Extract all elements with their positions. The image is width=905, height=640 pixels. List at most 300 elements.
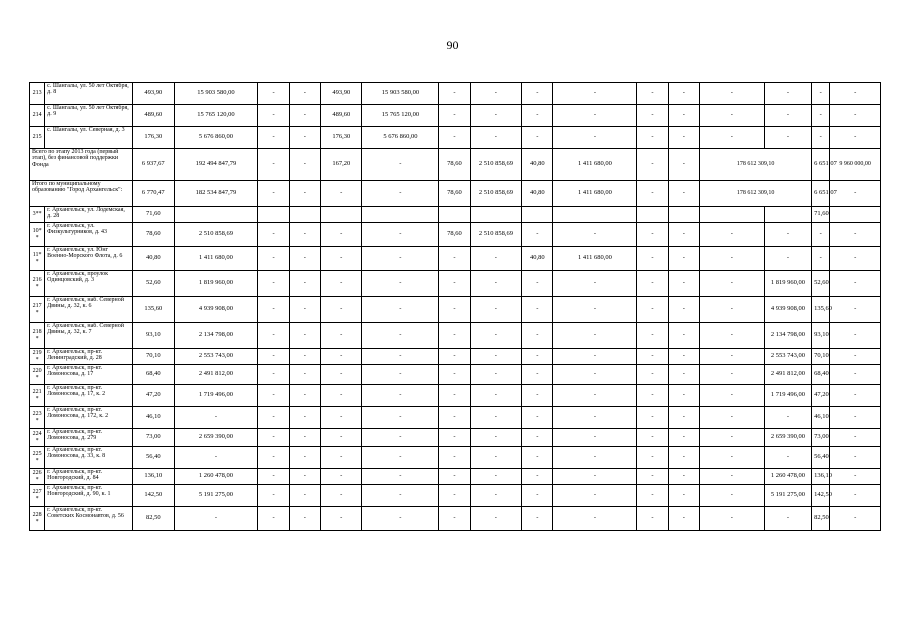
table-cell: - xyxy=(289,223,320,247)
table-cell: - xyxy=(321,365,362,385)
table-cell: - xyxy=(362,447,439,469)
table-cell: - xyxy=(174,447,258,469)
table-cell: - xyxy=(362,247,439,271)
table-cell: 223 * xyxy=(30,407,45,429)
table-cell: - xyxy=(470,323,522,349)
table-cell: 1 819 960,00 xyxy=(174,271,258,297)
table-cell: 176,30 xyxy=(321,127,362,149)
table-cell: 5 191 275,00 xyxy=(764,485,812,507)
table-cell: 225 * xyxy=(30,447,45,469)
table-cell: - xyxy=(830,349,881,365)
table-cell: - xyxy=(764,127,812,149)
table-cell: - xyxy=(668,127,699,149)
table-cell: 2 553 743,00 xyxy=(174,349,258,365)
table-cell: - xyxy=(668,83,699,105)
table-cell: - xyxy=(439,271,470,297)
table-cell: 142,50 xyxy=(812,485,830,507)
table-cell: 2 510 858,69 xyxy=(470,181,522,207)
table-cell: - xyxy=(637,485,668,507)
table-cell: - xyxy=(362,223,439,247)
table-cell: 15 765 120,00 xyxy=(362,105,439,127)
table-cell: - xyxy=(830,323,881,349)
table-cell: - xyxy=(470,429,522,447)
table-cell: 493,90 xyxy=(321,83,362,105)
table-cell: 135,60 xyxy=(133,297,174,323)
table-cell: - xyxy=(668,105,699,127)
table-cell: - xyxy=(668,385,699,407)
table-row xyxy=(30,247,881,271)
table-cell: 5 676 860,00 xyxy=(174,127,258,149)
table-cell: 56,40 xyxy=(812,447,830,469)
table-cell: - xyxy=(470,407,522,429)
table-cell: 15 903 580,00 xyxy=(362,83,439,105)
table-cell: - xyxy=(637,447,668,469)
table-cell: - xyxy=(470,385,522,407)
table-cell: 1 719 496,00 xyxy=(764,385,812,407)
table-cell: - xyxy=(289,349,320,365)
table-cell: - xyxy=(637,469,668,485)
table-row xyxy=(30,385,881,407)
table-cell: - xyxy=(522,365,553,385)
table-cell: 11* * xyxy=(30,247,45,271)
table-cell: - xyxy=(470,485,522,507)
table-cell: 56,40 xyxy=(133,447,174,469)
table-row xyxy=(30,271,881,297)
table-cell: с. Шангалы, ул. 50 лет Октября, д. 9 xyxy=(45,105,133,127)
table-cell: 1 719 496,00 xyxy=(174,385,258,407)
table-cell: - xyxy=(637,407,668,429)
table-cell: - xyxy=(258,297,289,323)
table-cell: - xyxy=(812,83,830,105)
table-cell: - xyxy=(362,429,439,447)
table-cell: 192 494 847,79 xyxy=(174,149,258,181)
table-cell: 2 491 812,00 xyxy=(174,365,258,385)
table-cell: 40,80 xyxy=(522,247,553,271)
table-cell: - xyxy=(362,271,439,297)
table-cell: 216 * xyxy=(30,271,45,297)
table-cell xyxy=(764,207,812,223)
table-cell: - xyxy=(174,507,258,531)
table-cell: - xyxy=(553,271,637,297)
table-cell: - xyxy=(553,323,637,349)
table-cell: 2 553 743,00 xyxy=(764,349,812,365)
table-row xyxy=(30,223,881,247)
table-cell: - xyxy=(637,127,668,149)
table-cell: - xyxy=(553,485,637,507)
table-cell xyxy=(700,207,765,223)
table-cell: - xyxy=(830,429,881,447)
table-cell: - xyxy=(439,507,470,531)
table-cell: - xyxy=(668,297,699,323)
table-cell: - xyxy=(700,469,765,485)
table-cell: 78,60 xyxy=(439,181,470,207)
table-cell: - xyxy=(258,181,289,207)
table-cell: - xyxy=(289,181,320,207)
table-cell: - xyxy=(700,271,765,297)
table-cell: 71,60 xyxy=(133,207,174,223)
table-cell: - xyxy=(668,223,699,247)
table-cell: - xyxy=(637,429,668,447)
table-cell xyxy=(321,207,362,223)
table-cell: 46,10 xyxy=(133,407,174,429)
table-cell: 136,10 xyxy=(133,469,174,485)
table-cell: - xyxy=(700,429,765,447)
table-cell: - xyxy=(764,105,812,127)
table-cell: 6 651,07 xyxy=(812,181,830,207)
table-cell: 6 937,67 xyxy=(133,149,174,181)
table-cell: 3** xyxy=(30,207,45,223)
table-cell: 9 960 000,00 xyxy=(830,149,881,181)
table-cell: - xyxy=(258,247,289,271)
table-cell: - xyxy=(289,469,320,485)
table-cell: г. Архангельск, пр-кт. Советских Космонавтов, д. 56 xyxy=(45,507,133,531)
table-cell: с. Шангалы, ул. 50 лет Октября, д. 8 xyxy=(45,83,133,105)
table-cell: - xyxy=(470,507,522,531)
table-cell: - xyxy=(362,407,439,429)
table-cell: 40,80 xyxy=(522,181,553,207)
table-cell: - xyxy=(764,407,812,429)
table-cell: - xyxy=(700,349,765,365)
table-cell: 70,10 xyxy=(133,349,174,365)
table-cell: 78,60 xyxy=(133,223,174,247)
table-row xyxy=(30,447,881,469)
table-cell: 214 xyxy=(30,105,45,127)
table-cell: - xyxy=(553,469,637,485)
table-cell: - xyxy=(362,297,439,323)
table-cell: - xyxy=(439,485,470,507)
table-cell: - xyxy=(258,83,289,105)
table-cell: - xyxy=(637,507,668,531)
table-cell: г. Архангельск, наб. Северной Двины, д. 32, к. 6 xyxy=(45,297,133,323)
table-cell: 47,20 xyxy=(133,385,174,407)
table-cell: - xyxy=(470,127,522,149)
table-cell: г. Архангельск, пр-кт. Новгородский, д. 90, к. 1 xyxy=(45,485,133,507)
table-cell: - xyxy=(362,181,439,207)
table-cell: 2 659 390,00 xyxy=(174,429,258,447)
table-cell: 218 * xyxy=(30,323,45,349)
table-cell: - xyxy=(258,149,289,181)
table-cell: - xyxy=(668,181,699,207)
table-cell: - xyxy=(439,385,470,407)
table-cell: 46,10 xyxy=(812,407,830,429)
table-cell: 40,80 xyxy=(133,247,174,271)
table-cell: 4 939 908,00 xyxy=(764,297,812,323)
table-cell: 178 612 309,10 xyxy=(700,149,812,181)
table-cell: - xyxy=(439,407,470,429)
table-cell: - xyxy=(470,349,522,365)
table-cell: - xyxy=(553,105,637,127)
table-cell: - xyxy=(522,105,553,127)
table-cell: г. Архангельск, пр-кт. Ломоносова, д. 33, к. 8 xyxy=(45,447,133,469)
table-cell: - xyxy=(470,247,522,271)
table-cell: - xyxy=(439,469,470,485)
table-cell: 1 260 478,00 xyxy=(764,469,812,485)
table-cell: 10* * xyxy=(30,223,45,247)
table-cell: - xyxy=(553,297,637,323)
table-cell: - xyxy=(668,349,699,365)
table-cell: 226 * xyxy=(30,469,45,485)
table-cell: - xyxy=(289,365,320,385)
table-body xyxy=(30,83,881,531)
table-cell: 6 651,07 xyxy=(812,149,830,181)
table-cell: - xyxy=(289,83,320,105)
table-cell: - xyxy=(289,385,320,407)
table-row xyxy=(30,469,881,485)
table-cell: - xyxy=(289,323,320,349)
table-cell xyxy=(830,207,881,223)
table-cell: - xyxy=(637,365,668,385)
table-row xyxy=(30,365,881,385)
table-cell: - xyxy=(321,485,362,507)
table-cell: - xyxy=(700,127,765,149)
table-cell: 93,10 xyxy=(812,323,830,349)
table-row xyxy=(30,349,881,365)
table-cell: - xyxy=(470,469,522,485)
table-cell: - xyxy=(258,385,289,407)
table-cell: - xyxy=(439,105,470,127)
table-cell: Всего по этапу 2013 года (первый этап), без финансовой поддержки Фонда xyxy=(30,149,133,181)
table-cell: - xyxy=(258,349,289,365)
table-cell: - xyxy=(668,365,699,385)
table-cell: 215 xyxy=(30,127,45,149)
table-cell: - xyxy=(700,323,765,349)
table-cell: - xyxy=(700,407,765,429)
table-cell: - xyxy=(289,127,320,149)
table-cell: г. Архангельск, пр-кт. Ленинградский, д. 28 xyxy=(45,349,133,365)
table-cell: 2 491 812,00 xyxy=(764,365,812,385)
table-cell: - xyxy=(470,447,522,469)
table-cell: - xyxy=(362,323,439,349)
table-cell xyxy=(289,207,320,223)
table-cell: 52,60 xyxy=(812,271,830,297)
table-cell: - xyxy=(439,83,470,105)
table-cell: - xyxy=(637,105,668,127)
table-cell: 40,80 xyxy=(522,149,553,181)
table-cell: - xyxy=(553,127,637,149)
table-cell: г. Архангельск, ул. Физкультурников, д. 43 xyxy=(45,223,133,247)
table-cell: 489,60 xyxy=(133,105,174,127)
table-cell: - xyxy=(637,385,668,407)
table-cell: - xyxy=(289,507,320,531)
table-cell: - xyxy=(830,507,881,531)
table-cell: 489,60 xyxy=(321,105,362,127)
table-cell: - xyxy=(258,447,289,469)
table-cell: 5 191 275,00 xyxy=(174,485,258,507)
table-row xyxy=(30,127,881,149)
table-cell: - xyxy=(439,297,470,323)
table-cell: - xyxy=(668,247,699,271)
table-cell: - xyxy=(830,105,881,127)
table-cell: - xyxy=(830,271,881,297)
table-cell: 220 * xyxy=(30,365,45,385)
table-cell: - xyxy=(830,385,881,407)
table-cell: Итого по муниципальному образованию "Город Архангельск": xyxy=(30,181,133,207)
table-cell: - xyxy=(258,485,289,507)
table-cell: - xyxy=(553,83,637,105)
table-row xyxy=(30,297,881,323)
table-cell: 47,20 xyxy=(812,385,830,407)
table-cell: - xyxy=(700,365,765,385)
table-cell: 182 534 847,79 xyxy=(174,181,258,207)
table-cell: 213 xyxy=(30,83,45,105)
table-cell: 6 770,47 xyxy=(133,181,174,207)
table-cell: - xyxy=(812,127,830,149)
table-cell: - xyxy=(668,271,699,297)
table-row xyxy=(30,507,881,531)
table-row xyxy=(30,149,881,181)
table-cell: - xyxy=(830,297,881,323)
table-cell: - xyxy=(362,365,439,385)
table-cell: - xyxy=(764,247,812,271)
table-cell: - xyxy=(637,349,668,365)
table-cell: 2 510 858,69 xyxy=(470,149,522,181)
table-cell: 1 819 960,00 xyxy=(764,271,812,297)
table-cell: - xyxy=(258,407,289,429)
table-cell: 15 903 580,00 xyxy=(174,83,258,105)
table-cell: - xyxy=(439,247,470,271)
table-cell: - xyxy=(258,469,289,485)
table-cell: - xyxy=(764,83,812,105)
table-cell: - xyxy=(700,485,765,507)
table-cell: - xyxy=(258,429,289,447)
table-cell: - xyxy=(668,469,699,485)
table-cell: - xyxy=(700,385,765,407)
table-cell: 228 * xyxy=(30,507,45,531)
table-cell: - xyxy=(522,297,553,323)
table-cell: 15 765 120,00 xyxy=(174,105,258,127)
table-cell: 136,10 xyxy=(812,469,830,485)
table-cell: г. Архангельск, пр-кт. Новгородский, д. 84 xyxy=(45,469,133,485)
table-cell: 71,60 xyxy=(812,207,830,223)
table-cell: - xyxy=(700,83,765,105)
table-cell: - xyxy=(700,447,765,469)
table-cell: - xyxy=(258,507,289,531)
table-cell: - xyxy=(321,447,362,469)
table-cell: - xyxy=(289,149,320,181)
table-cell: - xyxy=(470,83,522,105)
table-cell: - xyxy=(764,447,812,469)
table-cell xyxy=(637,207,668,223)
table-cell: - xyxy=(637,271,668,297)
table-cell: 68,40 xyxy=(133,365,174,385)
table-cell: 82,50 xyxy=(812,507,830,531)
table-cell: - xyxy=(830,127,881,149)
table-cell: - xyxy=(830,469,881,485)
table-cell: - xyxy=(637,181,668,207)
table-cell: - xyxy=(700,507,765,531)
table-cell: 82,50 xyxy=(133,507,174,531)
table-cell: - xyxy=(522,349,553,365)
table-cell xyxy=(258,207,289,223)
table-cell xyxy=(522,207,553,223)
table-cell: - xyxy=(289,447,320,469)
table-cell xyxy=(668,207,699,223)
table-cell: - xyxy=(553,507,637,531)
table-row xyxy=(30,207,881,223)
table-cell: - xyxy=(522,223,553,247)
table-cell: - xyxy=(258,365,289,385)
table-cell: 493,90 xyxy=(133,83,174,105)
table-cell xyxy=(470,207,522,223)
table-row xyxy=(30,323,881,349)
table-cell: - xyxy=(174,407,258,429)
table-cell: - xyxy=(321,429,362,447)
table-cell: - xyxy=(362,469,439,485)
table-cell: г. Архангельск, пр-кт. Ломоносова, д. 17 xyxy=(45,365,133,385)
table-cell: - xyxy=(637,297,668,323)
table-cell: 78,60 xyxy=(439,149,470,181)
table-cell: - xyxy=(470,105,522,127)
table-cell: - xyxy=(668,323,699,349)
table-row xyxy=(30,485,881,507)
table-cell: - xyxy=(321,223,362,247)
table-cell: г. Архангельск, наб. Северной Двины, д. 32, к. 7 xyxy=(45,323,133,349)
table-cell: 1 411 680,00 xyxy=(553,247,637,271)
table-cell: г. Архангельск, пр-кт. Ломоносова, д. 17, к. 2 xyxy=(45,385,133,407)
table-cell: - xyxy=(522,447,553,469)
table-cell: 217 * xyxy=(30,297,45,323)
table-cell: - xyxy=(289,485,320,507)
table-cell: - xyxy=(553,349,637,365)
table-cell: - xyxy=(812,223,830,247)
table-cell: - xyxy=(258,127,289,149)
table-cell: - xyxy=(830,181,881,207)
table-cell: - xyxy=(321,323,362,349)
table-cell: 178 612 309,10 xyxy=(700,181,812,207)
table-cell: - xyxy=(668,407,699,429)
table-cell: - xyxy=(522,407,553,429)
table-cell: 2 134 798,00 xyxy=(174,323,258,349)
table-row xyxy=(30,407,881,429)
table-cell: - xyxy=(668,447,699,469)
table-cell: - xyxy=(830,83,881,105)
table-cell: - xyxy=(522,429,553,447)
table-cell: 2 134 798,00 xyxy=(764,323,812,349)
table-cell: - xyxy=(289,271,320,297)
table-cell: 73,00 xyxy=(133,429,174,447)
table-cell: - xyxy=(830,365,881,385)
table-cell: - xyxy=(321,247,362,271)
table-cell: - xyxy=(362,385,439,407)
table-row xyxy=(30,83,881,105)
table-cell: - xyxy=(830,223,881,247)
table-cell: - xyxy=(258,105,289,127)
table-cell: 2 659 390,00 xyxy=(764,429,812,447)
table-cell: г. Архангельск, ул. Юнг Военно-Морского Флота, д. 6 xyxy=(45,247,133,271)
table-cell xyxy=(174,207,258,223)
table-cell: - xyxy=(812,105,830,127)
table-cell: - xyxy=(668,149,699,181)
table-cell: г. Архангельск, ул. Лодемская, д. 28 xyxy=(45,207,133,223)
table-cell: - xyxy=(289,247,320,271)
table-cell: - xyxy=(289,429,320,447)
table-cell: - xyxy=(321,469,362,485)
table-cell: 78,60 xyxy=(439,223,470,247)
table-cell: - xyxy=(700,223,765,247)
table-cell: 1 411 680,00 xyxy=(553,181,637,207)
table-cell: - xyxy=(637,223,668,247)
table-cell: 142,50 xyxy=(133,485,174,507)
table-cell: - xyxy=(439,323,470,349)
table-cell: - xyxy=(764,223,812,247)
table-cell: г. Архангельск, проулок Одинцовский, д. 3 xyxy=(45,271,133,297)
table-cell: - xyxy=(439,349,470,365)
table-cell: 70,10 xyxy=(812,349,830,365)
table-cell: - xyxy=(668,429,699,447)
table-cell: - xyxy=(470,365,522,385)
table-cell: 1 260 478,00 xyxy=(174,469,258,485)
table-cell: - xyxy=(362,349,439,365)
